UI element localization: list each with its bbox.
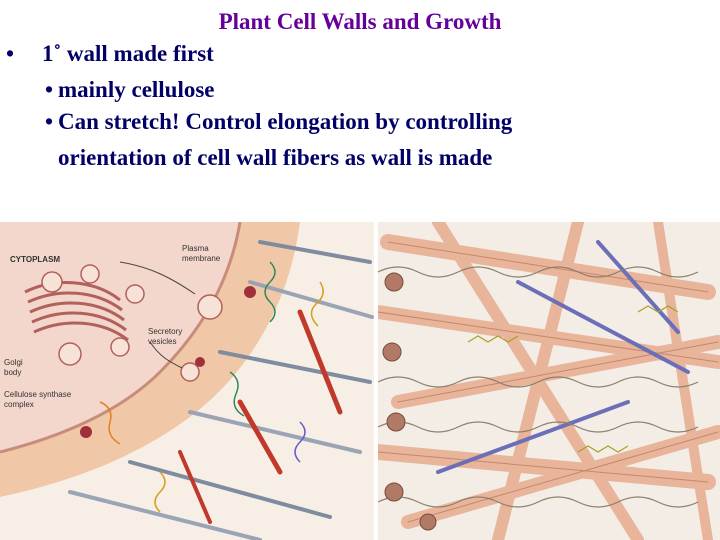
label-secretory-vesicles: Secretory vesicles [148,327,183,346]
bullet-primary-wall: 1˚ wall made first [42,41,214,66]
network-drawing [378,222,720,540]
bullet-marker: • [6,41,15,66]
label-plasma-membrane: Plasma membrane [182,244,221,263]
label-cellulose-synthase: Cellulose synthase complex [4,390,72,409]
label-golgi-body: Golgi body [4,358,23,377]
sub-bullet-cellulose: mainly cellulose [58,77,215,102]
microfibril-bundles [378,222,718,540]
cell-wall-network-illustration [378,222,720,540]
label-cytoplasm: CYTOPLASM [10,255,61,264]
sub-bullet-stretch-continuation: orientation of cell wall fibers as wall is made [58,145,493,170]
cell-wall-synthesis-illustration [0,222,374,540]
sub-bullet-stretch: Can stretch! Control elongation by controlling [58,109,513,134]
synthesis-drawing [0,222,374,540]
sub-bullet-marker: • [45,77,54,102]
sub-bullet-marker: • [45,109,54,134]
slide-title: Plant Cell Walls and Growth [218,9,502,34]
